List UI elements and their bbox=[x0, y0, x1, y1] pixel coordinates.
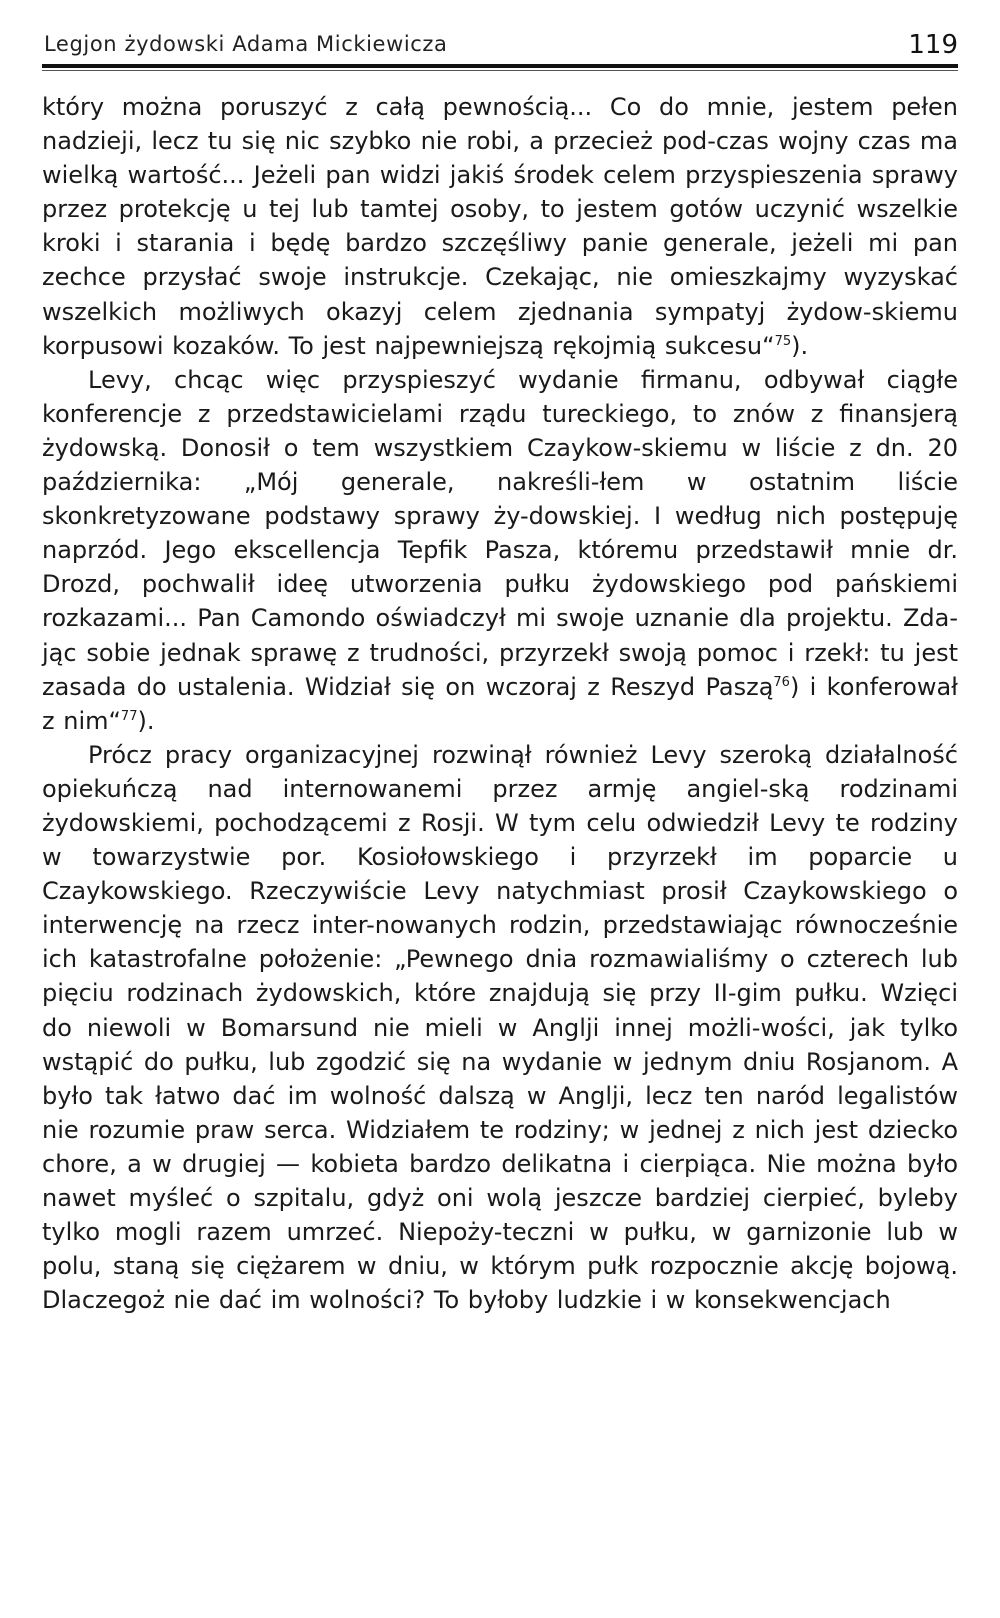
paragraph-text: ). bbox=[137, 706, 155, 735]
header-rule-thin bbox=[42, 70, 958, 71]
paragraph bbox=[42, 363, 958, 738]
paragraph-text: który można poruszyć z całą pewnością... Co do mnie, jestem pełen nadzieji, lecz tu się nic szybko nie robi, a przecież pod-czas wojny czas ma wielką wartość... Jeżeli pan widzi jakiś środek celem przyspieszenia sprawy przez protekcję u tej lub tamtej osoby, to jestem gotów uczynić wszelkie kroki i starania i będę bardzo szczęśliwy panie generale, jeżeli mi pan zechce przysłać swoje instrukcje. Czekając, nie omieszkajmy wyzyskać wszelkich możliwych okazyj celem zjednania sympatyj żydow-skiemu korpusowi kozaków. To jest najpewniejszą rękojmią sukcesu“ bbox=[42, 93, 958, 360]
paragraph bbox=[42, 738, 958, 1318]
header-rule bbox=[42, 64, 958, 68]
paragraph bbox=[42, 90, 958, 363]
running-head bbox=[42, 28, 958, 62]
body-text bbox=[42, 90, 958, 1317]
book-page bbox=[42, 28, 958, 1598]
paragraph-text: ). bbox=[791, 331, 809, 360]
paragraph-text: ) i konferował z nim“ bbox=[42, 672, 958, 735]
paragraph-text: Levy, chcąc więc przyspieszyć wydanie firmanu, odbywał ciągłe konferencje z przedstawicielami rządu tureckiego, to znów z finansjerą żydowską. Donosił o tem wszystkiem Czaykow-skiemu w liście z dn. 20 października: „Mój generale, nakreśli-łem w ostatnim liście skonkretyzowane podstawy sprawy ży-dowskiej. I według nich postępuję naprzód. Jego ekscellencja Tepfik Pasza, któremu przedstawił mnie dr. Drozd, pochwalił ideę utworzenia pułku żydowskiego pod pańskiemi rozkazami... Pan Camondo oświadczył mi swoje uznanie dla projektu. Zda-jąc sobie jednak sprawę z trudności, przyrzekł swoją pomoc i rzekł: tu jest zasada do ustalenia. Widział się on wczoraj z Reszyd Paszą bbox=[42, 365, 958, 701]
footnote-ref: 75 bbox=[774, 333, 792, 349]
page-number: 119 bbox=[908, 30, 958, 60]
footnote-ref: 77 bbox=[120, 708, 138, 724]
running-title: Legjon żydowski Adama Mickiewicza bbox=[44, 32, 448, 56]
footnote-ref: 76 bbox=[773, 674, 790, 690]
paragraph-text: Prócz pracy organizacyjnej rozwinął również Levy szeroką działalność opiekuńczą nad internowanemi przez armję angiel-ską rodzinami żydowskiemi, pochodzącemi z Rosji. W tym celu odwiedził Levy te rodziny w towarzystwie por. Kosiołowskiego i przyrzekł im poparcie u Czaykowskiego. Rzeczywiście Levy natychmiast prosił Czaykowskiego o interwencję na rzecz inter-nowanych rodzin, przedstawiając równocześnie ich katastrofalne położenie: „Pewnego dnia rozmawialiśmy o czterech lub pięciu rodzinach żydowskich, które znajdują się przy II-gim pułku. Wzięci do niewoli w Bomarsund nie mieli w Anglji innej możli-wości, jak tylko wstąpić do pułku, lub zgodzić się na wydanie w jednym dniu Rosjanom. A było tak łatwo dać im wolność dalszą w Anglji, lecz ten naród legalistów nie rozumie praw serca. Widziałem te rodziny; w jednej z nich jest dziecko chore, a w drugiej — kobieta bardzo delikatna i cierpiąca. Nie można było nawet myśleć o szpitalu, gdyż oni wolą jeszcze bardziej cierpieć, byleby tylko mogli razem umrzeć. Niepoży-teczni w pułku, w garnizonie lub w polu, staną się ciężarem w dniu, w którym pułk rozpocznie akcję bojową. Dlaczegoż nie dać im wolności? To byłoby ludzkie i w konsekwencjach bbox=[42, 740, 958, 1315]
